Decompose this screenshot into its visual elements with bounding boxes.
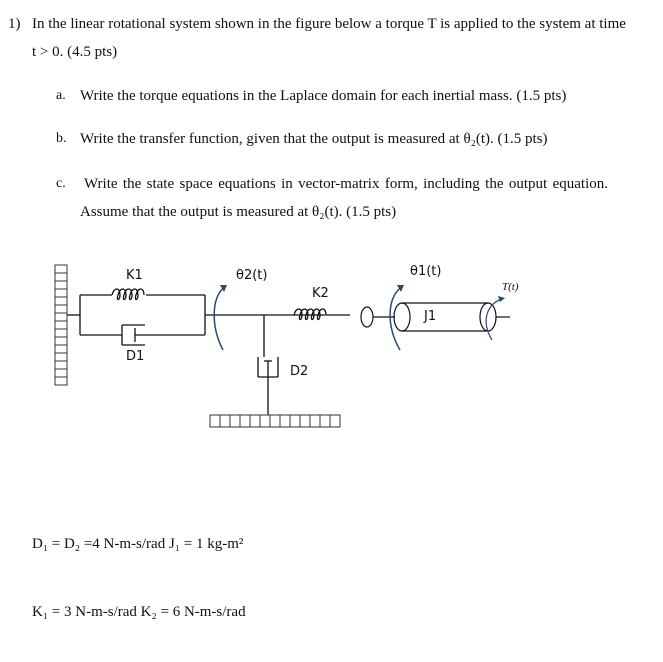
parameters-line1: D₁ = D₂ =4 N-m-s/rad J₁ = 1 kg-m² — [32, 536, 244, 552]
theta1-arrow — [390, 287, 402, 350]
k2-end-disc — [361, 307, 373, 327]
part-c-text-line1: Write the state space equations in vector-matrix form, including the output equation. — [84, 176, 608, 192]
torque-arrow — [486, 299, 502, 340]
part-c-letter: c. — [56, 176, 66, 191]
d2-damper — [258, 315, 278, 415]
j1-inertia — [394, 303, 510, 331]
k1-label: K1 — [126, 268, 143, 283]
left-wall — [55, 265, 67, 385]
theta2-arrow — [214, 287, 225, 350]
question-number: 1) — [8, 16, 21, 32]
part-b-letter: b. — [56, 131, 67, 146]
rotational-system-diagram — [40, 255, 540, 445]
j1-label: J1 — [424, 309, 437, 324]
d2-label: D2 — [290, 364, 309, 379]
k2-spring — [294, 309, 350, 320]
part-a-text: Write the torque equations in the Laplace domain for each inertial mass. (1.5 pts) — [80, 88, 567, 104]
k2-label: K2 — [312, 286, 329, 301]
parameters-line2: K₁ = 3 N-m-s/rad K₂ = 6 N-m-s/rad — [32, 604, 246, 620]
theta2-label: θ2(t) — [236, 268, 268, 283]
theta1-label: θ1(t) — [410, 264, 442, 279]
part-b-text: Write the transfer function, given that the output is measured at θ₂(t). (1.5 pts) — [80, 131, 548, 147]
k1-d1-parallel-frame — [67, 289, 325, 345]
question-text-line1: In the linear rotational system shown in the figure below a torque T is applied to the system at time — [32, 16, 626, 32]
torque-arrowhead — [498, 296, 505, 302]
torque-label: T(t) — [502, 281, 519, 293]
question-text-line2: t > 0. (4.5 pts) — [32, 44, 118, 60]
ground — [210, 415, 340, 427]
part-a-letter: a. — [56, 88, 66, 103]
part-c-text-line2: Assume that the output is measured at θ₂(t). (1.5 pts) — [80, 204, 397, 220]
d1-label: D1 — [126, 349, 145, 364]
